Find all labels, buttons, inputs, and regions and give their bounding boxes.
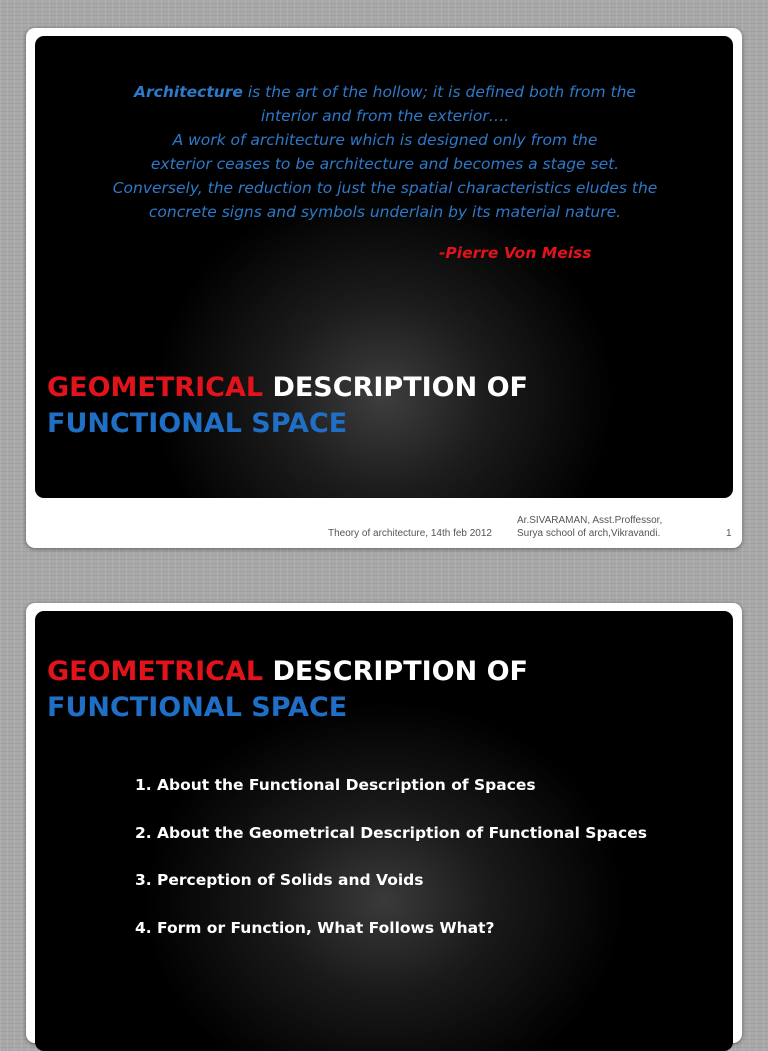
quote-line-5: Conversely, the reduction to just the spatial characteristics eludes the bbox=[112, 179, 658, 197]
agenda-text: About the Geometrical Description of Functional Spaces bbox=[157, 823, 647, 842]
quote-line bbox=[55, 80, 715, 104]
slide-1-body bbox=[35, 36, 733, 498]
quote-line-1-text: is the art of the hollow; it is defined both from the bbox=[242, 83, 636, 101]
footer-author-line-2: Surya school of arch,Vikravandi. bbox=[517, 528, 661, 539]
footer-author bbox=[517, 514, 662, 540]
title-line-2: FUNCTIONAL SPACE bbox=[47, 408, 348, 439]
slide-1-title bbox=[47, 370, 528, 442]
slide-2-title bbox=[47, 654, 528, 726]
quote-line-2: interior and from the exterior…. bbox=[260, 107, 510, 125]
quote-line-6: concrete signs and symbols underlain by its material nature. bbox=[148, 203, 622, 221]
title-word-description-of: DESCRIPTION OF bbox=[263, 372, 528, 403]
slide-2-body bbox=[35, 611, 733, 1051]
title-word-description-of: DESCRIPTION OF bbox=[263, 656, 528, 687]
agenda-item bbox=[135, 824, 647, 872]
agenda-item bbox=[135, 871, 647, 919]
quote-block bbox=[55, 80, 715, 224]
slide-1 bbox=[26, 28, 742, 548]
agenda-text: About the Functional Description of Spaces bbox=[157, 776, 536, 794]
agenda-number: 1. bbox=[135, 776, 152, 794]
title-line-2: FUNCTIONAL SPACE bbox=[47, 692, 348, 723]
title-line-1 bbox=[47, 654, 528, 690]
quote-keyword: Architecture bbox=[134, 83, 243, 101]
slide-1-footer bbox=[26, 506, 742, 546]
slide-2 bbox=[26, 603, 742, 1043]
footer-page-number: 1 bbox=[726, 528, 732, 539]
agenda-number: 4. bbox=[135, 918, 152, 937]
quote-author: -Pierre Von Meiss bbox=[439, 244, 592, 262]
agenda-list bbox=[135, 776, 647, 966]
footer-course-date: Theory of architecture, 14th feb 2012 bbox=[328, 528, 492, 539]
agenda-text: Form or Function, What Follows What? bbox=[157, 918, 495, 937]
agenda-text: Perception of Solids and Voids bbox=[157, 871, 424, 889]
footer-author-line-1: Ar.SIVARAMAN, Asst.Proffessor, bbox=[517, 515, 663, 526]
title-line-1 bbox=[47, 370, 528, 406]
agenda-item bbox=[135, 919, 647, 967]
title-word-geometrical: GEOMETRICAL bbox=[47, 372, 264, 403]
quote-line-4: exterior ceases to be architecture and becomes a stage set. bbox=[150, 155, 620, 173]
agenda-number: 2. bbox=[135, 823, 152, 842]
title-word-geometrical: GEOMETRICAL bbox=[47, 656, 264, 687]
agenda-number: 3. bbox=[135, 871, 152, 889]
agenda-item bbox=[135, 776, 647, 824]
quote-line-3: A work of architecture which is designed only from the bbox=[172, 131, 598, 149]
